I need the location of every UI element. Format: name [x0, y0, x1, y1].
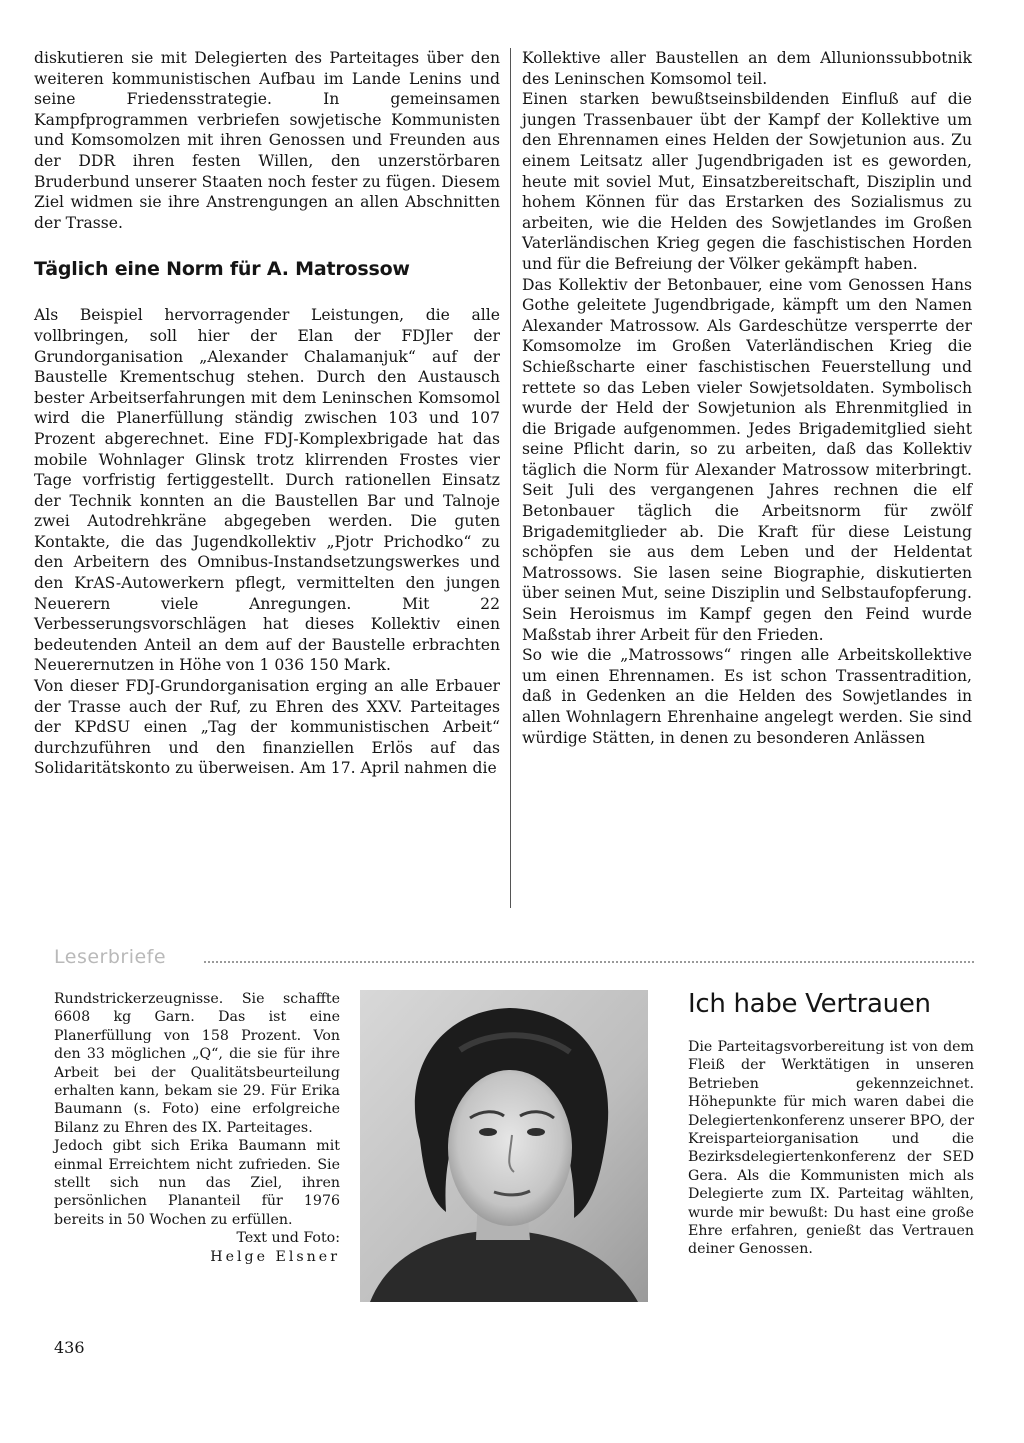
photo-credit-label: Text und Foto: — [236, 1230, 340, 1247]
letter-paragraph: Rundstrickerzeugnisse. Sie schaffte 6608 kg Garn. Das ist eine Planerfüllung von 158 Prozent. Von den 33 möglichen „Q“, die sie für ihre Arbeit bei der Qualitätsbeurteilung erhalten kann, bekam sie 29. Für Erika Baumann (s. Foto) eine erfolgreiche Bilanz zu Ehren des IX. Parteitages. — [54, 991, 340, 1136]
section-header — [54, 946, 974, 972]
article-subheading: Täglich eine Norm für A. Matrossow — [34, 258, 410, 281]
article-paragraph: So wie die „Matrossows“ ringen alle Arbeitskollektive um einen Ehrennamen. Es ist schon Trassentradition, daß in Gedenken an die Helden des Sowjetlandes in allen Wohnlagern Ehrenhaine angelegt werden. Sie sind würdige Stätten, in denen zu besonderen Anlässen — [522, 646, 972, 747]
article-paragraph: Einen starken bewußtseinsbildenden Einfluß auf die jungen Trassenbauer übt der Kampf der Kollektive um den Ehrennamen eines Helden der Sowjetunion aus. Zu einem Leitsatz aller Jugendbrigaden ist es geworden, heute mit soviel Mut, Einsatzbereitschaft, Disziplin und hohem Können für das Erstarken des Sozialismus zu arbeiten, wie die Helden des Sowjetlandes im Großen Vaterländischen Krieg gegen die faschistischen Horden und für die Befreiung der Völker gekämpft haben. — [522, 90, 972, 273]
article-paragraph: Kollektive aller Baustellen an dem Allunionssubbotnik des Leninschen Komsomol teil. — [522, 49, 972, 88]
article-left-column — [34, 48, 500, 779]
article-intro-paragraph: diskutieren sie mit Delegierten des Parteitages über den weiteren kommunistischen Aufbau im Lande Lenins und seine Friedensstrategie. In gemeinsamen Kampfprogrammen verbriefen sowjetische Kommunisten und Komsomolzen mit ihren Genossen und Freunden aus der DDR ihren festen Willen, den unzerstörbaren Bruderbund unserer Staaten noch fester zu fügen. Diesem Ziel widmen sie ihre Anstrengungen an allen Abschnitten der Trasse. — [34, 49, 500, 232]
letter-text-column — [54, 990, 340, 1266]
section-label: Leserbriefe — [54, 946, 167, 968]
letter-body: Die Parteitagsvorbereitung ist von dem Fleiß der Werktätigen in unseren Betrieben gekennzeichnet. Höhepunkte für mich waren dabei die Delegiertenkonferenz unserer BPO, der Kreisparteiorganisation und die Bezirksdelegiertenkonferenz der SED Gera. Als die Kommunisten mich als Delegierte zum IX. Parteitag wählten, wurde mir bewußt: Du hast eine große Ehre erfahren, genießt das Vertrauen deiner Genossen. — [688, 1039, 974, 1258]
page-number: 436 — [54, 1338, 85, 1357]
article-right-column — [522, 48, 972, 748]
letter-right-column — [688, 988, 974, 1259]
photo-credit-author: Helge Elsner — [210, 1248, 340, 1265]
section-rule — [204, 961, 974, 963]
column-divider — [510, 48, 511, 908]
article-paragraph: Von dieser FDJ-Grundorganisation erging an alle Erbauer der Trasse auch der Ruf, zu Ehren des XXV. Parteitages der KPdSU einen „Tag der kommunistischen Arbeit“ durchzuführen und den finanziellen Erlös auf das Solidaritätskonto zu überweisen. Am 17. April nahmen die — [34, 677, 500, 778]
article-paragraph: Das Kollektiv der Betonbauer, eine vom Genossen Hans Gothe geleitete Jugendbrigade, kämpft um den Namen Alexander Matrossow. Als Gardeschütze versperrte der Komsomolze im Großen Vaterländischen Krieg die Schießscharte einer faschistischen Feuerstellung und rettete so das Leben vieler Sowjetsoldaten. Symbolisch wurde der Held der Sowjetunion als Ehrenmitglied in die Brigade aufgenommen. Jedes Brigademitglied sieht seine Pflicht darin, so zu arbeiten, daß das Kollektiv täglich die Norm für Alexander Matrossow miterbringt. Seit Juli des vergangenen Jahres rechnen die elf Betonbauer täglich die Arbeitsnorm für zwölf Brigademitglieder ab. Die Kraft für diese Leistung schöpfen sie aus dem Leben und der Heldentat Matrossows. Sie lasen seine Biographie, diskutierten über seinen Mut, seine Disziplin und Selbstaufopferung. Sein Heroismus im Kampf gegen den Feind wurde Maßstab ihrer Arbeit für den Frieden. — [522, 275, 972, 644]
letter-title: Ich habe Vertrauen — [688, 989, 931, 1019]
portrait-image — [360, 990, 648, 1302]
portrait-photo — [360, 990, 648, 1302]
letter-paragraph: Jedoch gibt sich Erika Baumann mit einmal Erreichtem nicht zufrieden. Sie stellt sich nun das Ziel, ihren persönlichen Plananteil für 1976 bereits in 50 Wochen zu erfüllen. — [54, 1138, 340, 1228]
article-paragraph: Als Beispiel hervorragender Leistungen, die alle vollbringen, soll hier der Elan der FDJler der Grundorganisation „Alexander Chalamanjuk“ auf der Baustelle Krementschug stehen. Durch den Austausch bester Arbeitserfahrungen mit dem Leninschen Komsomol wird die Planerfüllung ständig zwischen 103 und 107 Prozent abgerechnet. Eine FDJ-Komplexbrigade hat das mobile Wohnlager Glinsk trotz klirrenden Frostes vier Tage vorfristig fertiggestellt. Durch rationellen Einsatz der Technik konnten an die Baustellen Bar und Talnoje zwei Autodrehkräne abgegeben werden. Die guten Kontakte, die das Jugendkollektiv „Pjotr Prichodko“ zu den Arbeitern des Omnibus-Instandsetzungswerkes und den KrAS-Autowerkern pflegt, vermittelten den jungen Neuerern viele Anregungen. Mit 22 Verbesserungsvorschlägen hat dieses Kollektiv einen bedeutenden Anteil an dem auf der Baustelle erbrachten Neuerernutzen in Höhe von 1 036 150 Mark. — [34, 306, 500, 675]
